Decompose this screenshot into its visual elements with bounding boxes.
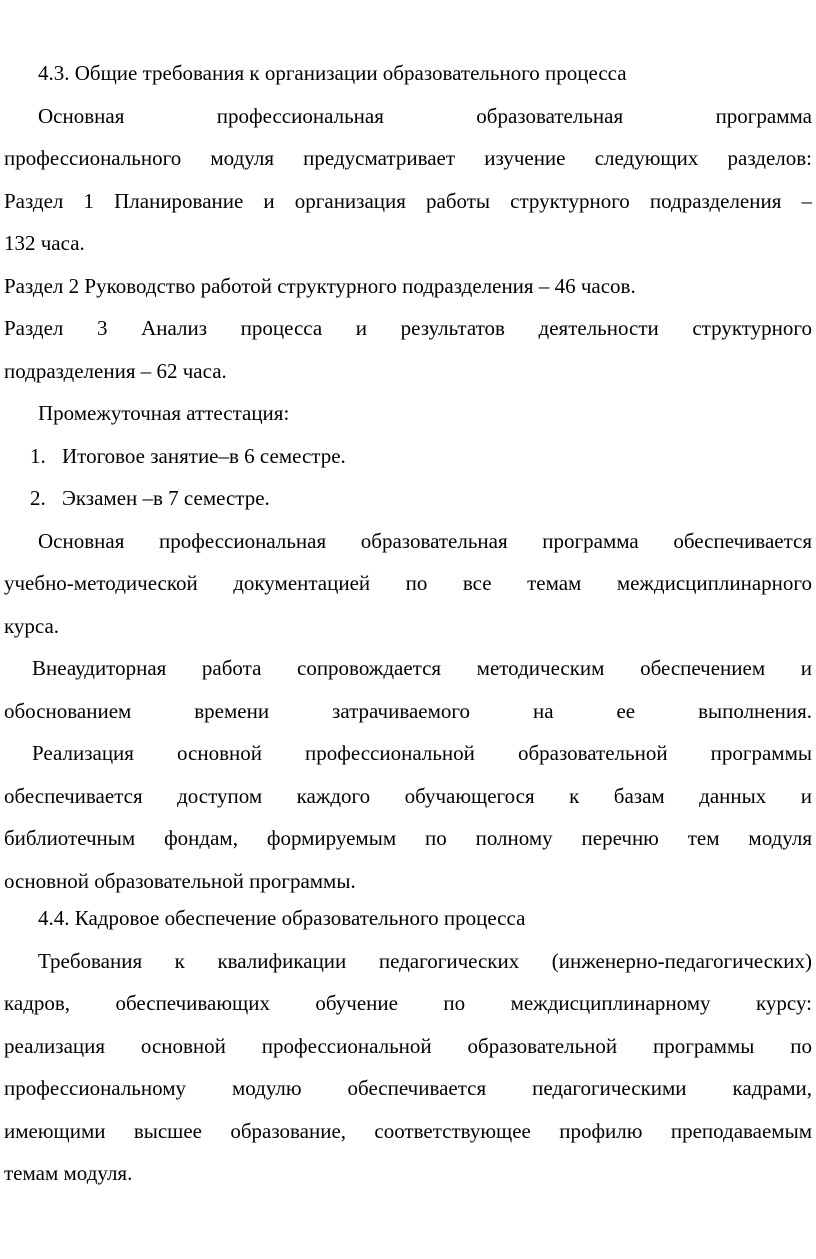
paragraph-line: учебно-методической документацией по все темам междисциплинарного [4, 571, 812, 595]
paragraph-line: библиотечным фондам, формируемым по полному перечню тем модуля [4, 826, 812, 850]
paragraph-line: профессиональному модулю обеспечивается педагогическими кадрами, [4, 1076, 812, 1100]
paragraph-line: 132 часа. [4, 231, 85, 255]
paragraph-line: Раздел 3 Анализ процесса и результатов деятельности структурного [4, 316, 812, 340]
paragraph-line: имеющими высшее образование, соответствующее профилю преподаваемым [4, 1119, 812, 1143]
paragraph-line: реализация основной профессиональной образовательной программы по [4, 1034, 812, 1058]
list-number: 2. [30, 486, 46, 510]
paragraph-line: Внеаудиторная работа сопровождается методическим обеспечением и [32, 656, 812, 680]
paragraph-line: курса. [4, 614, 60, 638]
paragraph-line: Промежуточная аттестация: [38, 401, 290, 425]
paragraph-line: Раздел 1 Планирование и организация работы структурного подразделения – [4, 189, 812, 213]
paragraph-line: Реализация основной профессиональной образовательной программы [32, 741, 812, 765]
paragraph-line: Основная профессиональная образовательная программа [38, 104, 812, 128]
list-text: Экзамен –в 7 семестре. [62, 486, 270, 510]
list-text: Итоговое занятие–в 6 семестре. [62, 444, 346, 468]
paragraph-line: обеспечивается доступом каждого обучающегося к базам данных и [4, 784, 812, 808]
section-heading-4-3: 4.3. Общие требования к организации образовательного процесса [38, 61, 627, 85]
paragraph-line: основной образовательной программы. [4, 869, 356, 893]
paragraph-line: обоснованием времени затрачиваемого на ее выполнения. [4, 699, 812, 723]
paragraph-line: кадров, обеспечивающих обучение по междисциплинарному курсу: [4, 991, 812, 1015]
section-heading-4-4: 4.4. Кадровое обеспечение образовательного процесса [38, 906, 526, 930]
list-number: 1. [30, 444, 46, 468]
paragraph-line: Основная профессиональная образовательная программа обеспечивается [38, 529, 812, 553]
paragraph-line: профессионального модуля предусматривает изучение следующих разделов: [4, 146, 812, 170]
paragraph-line: темам модуля. [4, 1161, 133, 1185]
paragraph-line: Требования к квалификации педагогических (инженерно-педагогических) [38, 949, 812, 973]
paragraph-line: подразделения – 62 часа. [4, 359, 227, 383]
paragraph-line: Раздел 2 Руководство работой структурного подразделения – 46 часов. [4, 274, 636, 298]
